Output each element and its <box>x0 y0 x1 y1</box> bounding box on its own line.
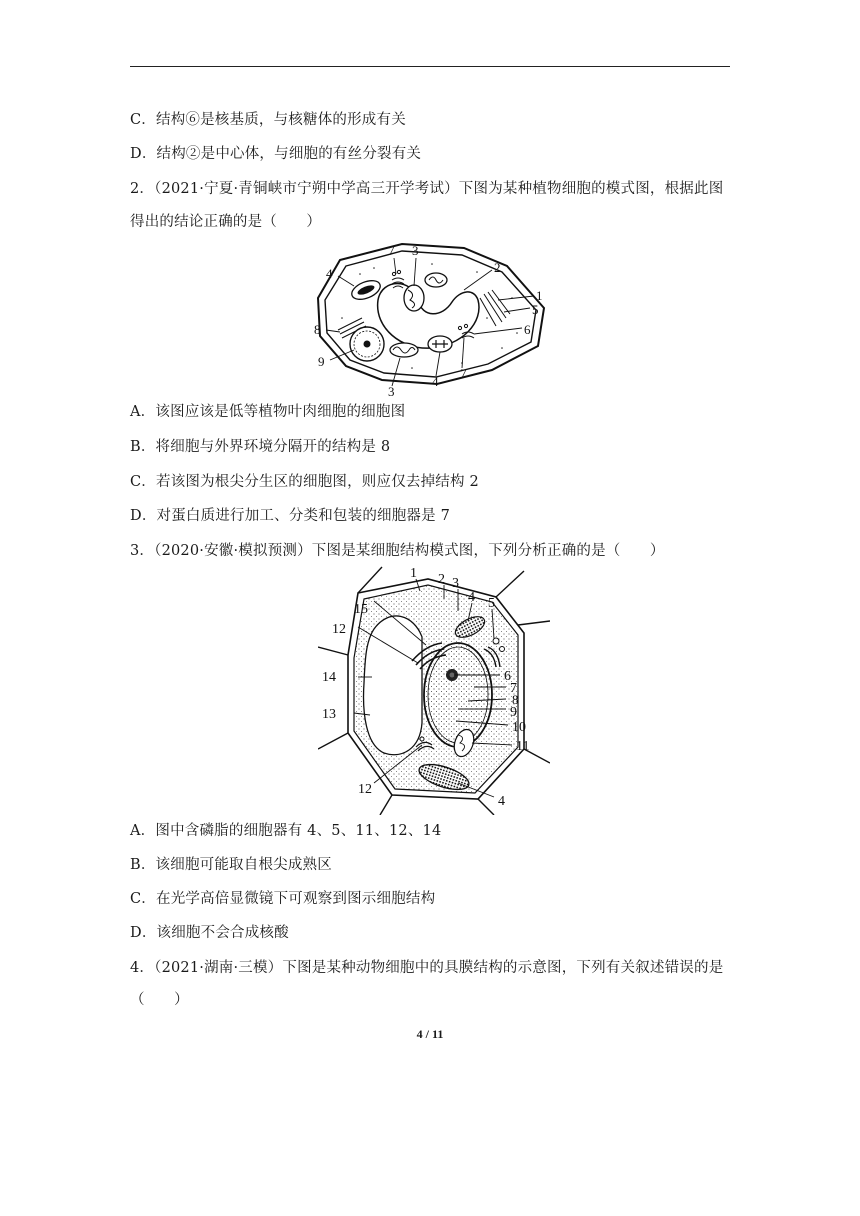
q2-option-c: C．若该图为根尖分生区的细胞图，则应仅去掉结构 2 <box>130 474 479 490</box>
fig1-label-3-top: 3 <box>412 243 419 258</box>
fig1-label-4-bottom: 4 <box>432 374 439 389</box>
q4-stem-line2: （ ） <box>130 992 189 1008</box>
q3-option-a: A．图中含磷脂的细胞器有 4、5、11、12、14 <box>130 823 442 839</box>
fig1-label-1: 1 <box>536 288 543 303</box>
fig2-label-2: 2 <box>438 572 445 587</box>
plant-cell-figure-2 <box>318 563 550 815</box>
q3-option-d: D．该细胞不会合成核酸 <box>130 925 289 941</box>
q1-option-d: D．结构②是中心体，与细胞的有丝分裂有关 <box>130 146 422 162</box>
fig1-label-7-bottom: 7 <box>460 366 467 381</box>
fig2-label-4-bottom: 4 <box>498 794 505 809</box>
fig1-label-7-top: 7 <box>388 243 395 258</box>
fig1-label-2: 2 <box>494 260 501 275</box>
fig2-label-1: 1 <box>410 566 417 581</box>
fig2-label-11: 11 <box>516 739 530 754</box>
fig2-label-15: 15 <box>354 602 368 617</box>
fig1-label-6: 6 <box>524 322 531 337</box>
fig2-label-7: 7 <box>510 681 517 696</box>
header-rule <box>130 66 730 67</box>
fig2-label-4-top: 4 <box>468 590 475 605</box>
fig2-label-12-top: 12 <box>332 622 346 637</box>
q2-option-a: A．该图应该是低等植物叶肉细胞的细胞图 <box>130 404 406 420</box>
q2-stem-line2: 得出的结论正确的是（ ） <box>130 214 322 230</box>
q3-option-c: C．在光学高倍显微镜下可观察到图示细胞结构 <box>130 891 436 907</box>
fig2-label-10: 10 <box>512 720 526 735</box>
fig2-label-8: 8 <box>512 692 519 707</box>
fig2-label-3: 3 <box>452 576 459 591</box>
q3-option-b: B．该细胞可能取自根尖成熟区 <box>130 857 332 873</box>
fig1-label-8: 8 <box>314 322 321 337</box>
fig1-label-4-top: 4 <box>326 266 333 281</box>
fig2-label-12-bottom: 12 <box>358 782 372 797</box>
q4-stem-line1: 4．（2021·湖南·三模）下图是某种动物细胞中的具膜结构的示意图，下列有关叙述错误的是 <box>130 960 724 976</box>
plant-cell-figure-1 <box>312 238 552 398</box>
fig1-label-9: 9 <box>318 354 325 369</box>
fig1-label-3-bottom: 3 <box>388 384 395 398</box>
fig1-label-5: 5 <box>532 302 539 317</box>
fig2-label-5: 5 <box>488 596 495 611</box>
q2-stem-line1: 2．（2021·宁夏·青铜峡市宁朔中学高三开学考试）下图为某种植物细胞的模式图，根据此图 <box>130 181 724 197</box>
fig2-label-13: 13 <box>322 707 336 722</box>
fig2-label-9: 9 <box>510 705 517 720</box>
fig2-label-14: 14 <box>322 670 336 685</box>
q2-option-d: D．对蛋白质进行加工、分类和包装的细胞器是 7 <box>130 508 451 524</box>
q2-option-b: B．将细胞与外界环境分隔开的结构是 8 <box>130 439 391 455</box>
q1-option-c: C．结构⑥是核基质，与核糖体的形成有关 <box>130 112 406 128</box>
fig2-label-6: 6 <box>504 669 511 684</box>
page-number: 4 / 11 <box>416 1027 444 1041</box>
q3-stem: 3．（2020·安徽·模拟预测）下图是某细胞结构模式图，下列分析正确的是（ ） <box>130 543 665 559</box>
